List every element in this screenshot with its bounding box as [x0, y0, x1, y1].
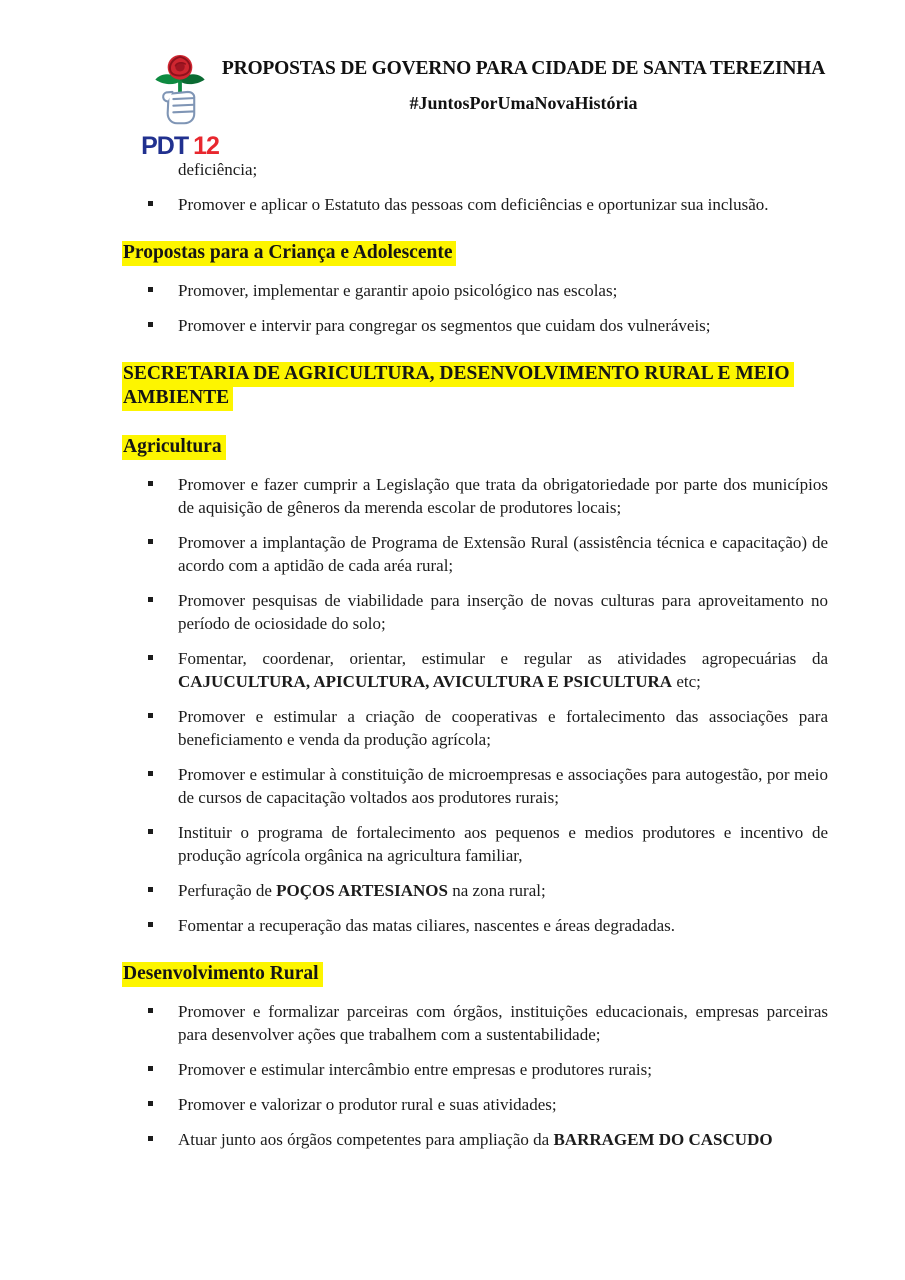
bold-text: CAJUCULTURA, APICULTURA, AVICULTURA E PSICULTURA — [178, 672, 673, 691]
bullet-marker-icon — [148, 771, 153, 776]
bullet-item — [122, 914, 828, 937]
bullet-item — [122, 763, 828, 809]
bullet-item — [122, 647, 828, 693]
body-text: Promover e fazer cumprir a Legislação que trata da obrigatoriedade por parte dos municípios de aquisição de gêneros da merenda escolar de produtores locais; — [178, 475, 828, 517]
body-text: Promover e estimular à constituição de microempresas e associações para autogestão, por meio de cursos de capacitação voltados aos produtores rurais; — [178, 765, 828, 807]
header-text — [142, 0, 905, 114]
section-heading — [122, 241, 828, 265]
body-text: Atuar junto aos órgãos competentes para ampliação da — [178, 1130, 554, 1149]
bullet-item — [122, 279, 828, 302]
pdt-logo-text — [130, 134, 230, 158]
body-text: na zona rural; — [447, 881, 546, 900]
body-text: Promover pesquisas de viabilidade para inserção de novas culturas para aproveitamento no período de ociosidade do solo; — [178, 591, 828, 633]
bullet-item — [122, 1093, 828, 1116]
bullet-marker-icon — [148, 1136, 153, 1141]
bullet-marker-icon — [148, 922, 153, 927]
body-text: Promover e estimular intercâmbio entre empresas e produtores rurais; — [178, 1060, 652, 1079]
bullet-marker-icon — [148, 201, 153, 206]
highlighted-heading-text: Desenvolvimento Rural — [122, 962, 323, 987]
bullet-item — [122, 705, 828, 751]
rose-fist-icon — [151, 54, 209, 128]
body-text: Promover e aplicar o Estatuto das pessoas com deficiências e oportunizar sua inclusão. — [178, 195, 769, 214]
pdt-logo — [130, 54, 230, 158]
body-text: Promover e estimular a criação de cooperativas e fortalecimento das associações para beneficiamento e venda da produção agrícola; — [178, 707, 828, 749]
bullet-marker-icon — [148, 481, 153, 486]
bold-text: POÇOS ARTESIANOS — [276, 881, 448, 900]
bullet-item — [122, 531, 828, 577]
bullet-marker-icon — [148, 597, 153, 602]
body-text: deficiência; — [178, 160, 258, 179]
pdt-party-name: PDT — [141, 132, 189, 160]
body-text: Perfuração de — [178, 881, 277, 900]
bullet-item — [122, 821, 828, 867]
bullet-item — [122, 879, 828, 902]
bullet-item — [122, 1128, 828, 1151]
bullet-item — [122, 1058, 828, 1081]
document-hashtag: #JuntosPorUmaNovaHistória — [409, 93, 638, 113]
bullet-marker-icon — [148, 287, 153, 292]
document-content — [0, 152, 905, 1151]
body-text: Fomentar a recuperação das matas ciliares, nascentes e áreas degradadas. — [178, 916, 675, 935]
bullet-item — [122, 589, 828, 635]
highlighted-heading-text: Propostas para a Criança e Adolescente — [122, 241, 456, 266]
body-text: Promover e intervir para congregar os segmentos que cuidam dos vulneráveis; — [178, 316, 711, 335]
body-text: Promover e formalizar parceiras com órgãos, instituições educacionais, empresas parceiras para desenvolver ações que trabalhem com a sustentabilidade; — [178, 1002, 828, 1044]
body-text: Promover, implementar e garantir apoio psicológico nas escolas; — [178, 281, 618, 300]
bullet-item — [122, 193, 828, 216]
bullet-marker-icon — [148, 829, 153, 834]
document-title: PROPOSTAS DE GOVERNO PARA CIDADE DE SANTA TEREZINHA — [221, 58, 826, 79]
section-heading — [122, 962, 828, 986]
bullet-marker-icon — [148, 1101, 153, 1106]
section-heading — [122, 362, 828, 410]
bullet-marker-icon — [148, 1066, 153, 1071]
bullet-marker-icon — [148, 539, 153, 544]
body-text: Promover a implantação de Programa de Extensão Rural (assistência técnica e capacitação) de acordo com a aptidão de cada aréa rural; — [178, 533, 828, 575]
bullet-marker-icon — [148, 1008, 153, 1013]
page-header — [0, 0, 905, 160]
bullet-item — [122, 314, 828, 337]
body-text: Promover e valorizar o produtor rural e suas atividades; — [178, 1095, 557, 1114]
body-text: Fomentar, coordenar, orientar, estimular e regular as atividades agropecuárias da — [178, 649, 828, 668]
body-text: Instituir o programa de fortalecimento aos pequenos e medios produtores e incentivo de produção agrícola orgânica na agricultura familiar, — [178, 823, 828, 865]
bullet-marker-icon — [148, 322, 153, 327]
body-text: etc; — [672, 672, 701, 691]
bold-text: BARRAGEM DO CASCUDO — [553, 1130, 773, 1149]
bullet-item — [122, 473, 828, 519]
bullet-marker-icon — [148, 887, 153, 892]
pdt-party-number: 12 — [193, 132, 219, 160]
bullet-marker-icon — [148, 655, 153, 660]
highlighted-heading-text: Agricultura — [122, 435, 226, 460]
section-heading — [122, 435, 828, 459]
highlighted-heading-text: SECRETARIA DE AGRICULTURA, DESENVOLVIMENTO RURAL E MEIO AMBIENTE — [122, 362, 794, 411]
paragraph-continuation — [122, 158, 828, 181]
bullet-item — [122, 1000, 828, 1046]
bullet-marker-icon — [148, 713, 153, 718]
